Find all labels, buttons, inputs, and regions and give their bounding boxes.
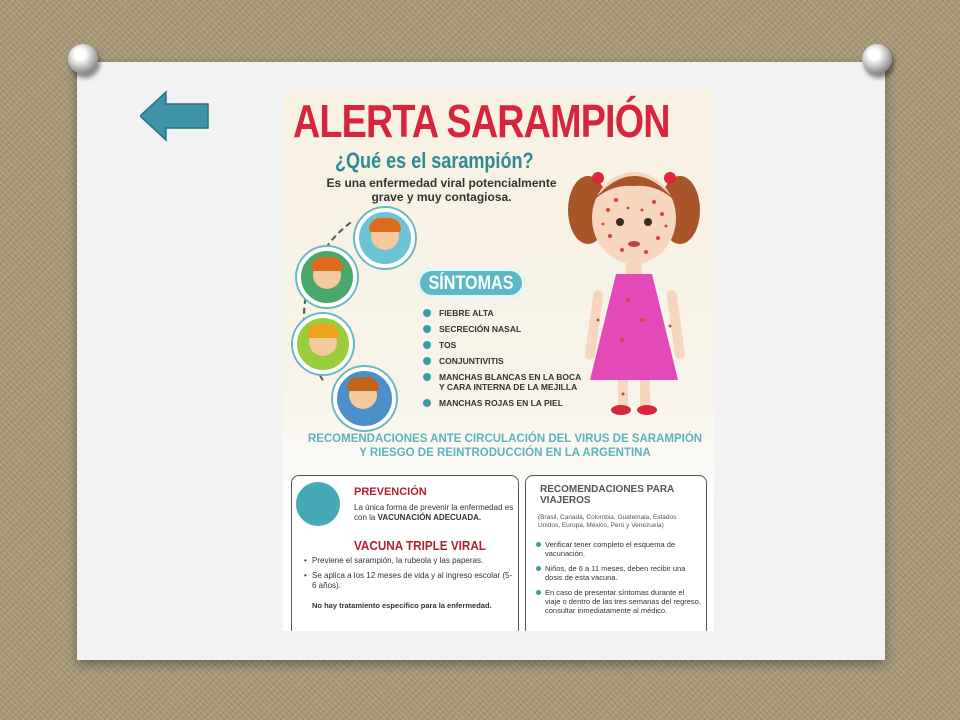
prevention-box <box>291 475 519 631</box>
travelers-countries: (Brasil, Canadá, Colombia, Guatemala, Estados Unidos, Europa, México, Perú y Venezuela) <box>538 514 677 529</box>
prevention-title: PREVENCIÓN <box>354 486 427 498</box>
symptom-item: TOS <box>423 340 583 350</box>
symptom-item: MANCHAS BLANCAS EN LA BOCA Y CARA INTERNA DE LA MEJILLA <box>423 372 583 392</box>
travelers-title: RECOMENDACIONES PARA VIAJEROS <box>540 484 674 506</box>
pushpin-left-icon <box>68 44 98 74</box>
poster-title: ALERTA SARAMPIÓN <box>293 95 670 147</box>
symptoms-label: SÍNTOMAS <box>428 273 514 294</box>
symptom-item: FIEBRE ALTA <box>423 308 583 318</box>
poster-description: Es una enfermedad viral potencialmente grave y muy contagiosa. <box>326 176 557 204</box>
prevention-text: La única forma de prevenir la enfermedad es con la VACUNACIÓN ADECUADA. <box>354 503 514 522</box>
travelers-box <box>525 475 707 631</box>
pushpin-right-icon <box>862 44 892 74</box>
left-arrow-icon <box>140 92 208 140</box>
treatment-note: No hay tratamiento específico para la enfermedad. <box>312 601 492 610</box>
symptoms-banner <box>417 268 525 298</box>
measles-poster-image <box>283 90 714 631</box>
traveler-item: En caso de presentar síntomas durante el viaje o dentro de las tres semanas del regreso, consultar inmediatamente al médico. <box>536 588 701 615</box>
vaccine-item: • Se aplica a los 12 meses de vida y al ingreso escolar (5-6 años). <box>304 571 514 591</box>
conjunctivitis-illustration <box>333 367 396 430</box>
travelers-list <box>536 540 701 621</box>
poster-question: ¿Qué es el sarampión? <box>335 148 534 173</box>
traveler-item: Niños, de 6 a 11 meses, deben recibir una dosis de esta vacuna. <box>536 564 701 582</box>
vaccine-list <box>304 556 514 596</box>
runny-nose-illustration <box>297 247 357 307</box>
vaccine-item: • Previene el sarampión, la rubeola y las paperas. <box>304 556 514 566</box>
back-arrow-button[interactable] <box>140 90 210 142</box>
traveler-item: Verificar tener completo el esquema de vacunación. <box>536 540 701 558</box>
symptom-item: SECRECIÓN NASAL <box>423 324 583 334</box>
syringe-icon <box>296 482 340 526</box>
sick-child-illustration <box>355 208 415 268</box>
symptom-item: MANCHAS ROJAS EN LA PIEL <box>423 398 583 408</box>
cough-illustration <box>293 314 353 374</box>
symptom-item: CONJUNTIVITIS <box>423 356 583 366</box>
girl-with-measles-illustration <box>558 140 708 420</box>
vaccine-title: VACUNA TRIPLE VIRAL <box>354 538 486 553</box>
recommendations-title: RECOMENDACIONES ANTE CIRCULACIÓN DEL VIRUS DE SARAMPIÓN Y RIESGO DE REINTRODUCCIÓN EN LA ARGENTINA <box>307 433 703 459</box>
